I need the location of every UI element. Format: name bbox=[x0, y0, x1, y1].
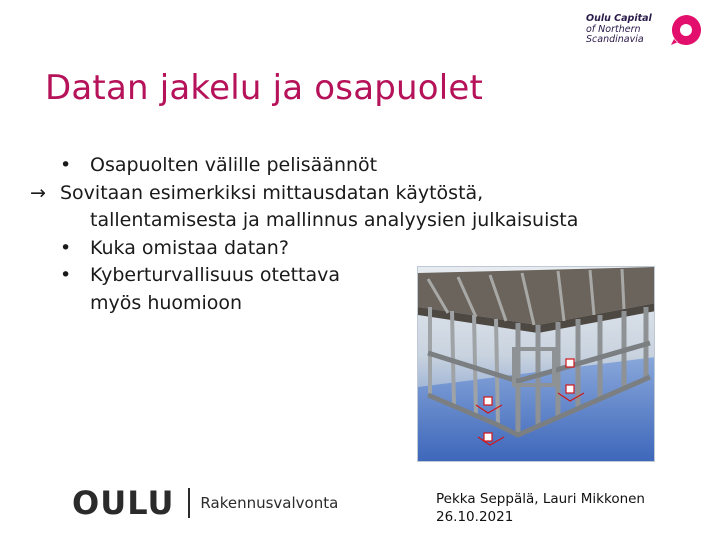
brand-line-3: Scandinavia bbox=[586, 34, 644, 46]
bullet-text: Kuka omistaa datan? bbox=[90, 236, 289, 259]
list-item bbox=[30, 180, 660, 208]
oulu-footer-logo bbox=[72, 484, 338, 522]
slide-title: Datan jakelu ja osapuolet bbox=[45, 68, 484, 108]
brand-header bbox=[586, 12, 704, 48]
bullet-text: Sovitaan esimerkiksi mittausdatan käytöstä, bbox=[60, 181, 484, 204]
wall-frame-image bbox=[418, 267, 655, 462]
brand-line-1: Oulu Capital bbox=[586, 13, 652, 25]
department-label: Rakennusvalvonta bbox=[200, 494, 339, 512]
wall-frame-illustration bbox=[417, 266, 655, 462]
bullet-continuation: tallentamisesta ja mallinnus analyysien julkaisuista bbox=[90, 209, 579, 231]
arrow-icon: → bbox=[30, 181, 46, 204]
authors-text: Pekka Seppälä, Lauri Mikkonen bbox=[436, 491, 645, 507]
bullet-marker: • bbox=[60, 264, 72, 286]
bullet-text: Kyberturvallisuus otettava bbox=[90, 264, 341, 286]
date-text: 26.10.2021 bbox=[436, 509, 514, 525]
brand-tagline bbox=[586, 14, 662, 46]
brand-line-2: of Northern bbox=[586, 23, 641, 35]
bullet-marker: • bbox=[60, 154, 72, 176]
bullet-marker: • bbox=[60, 236, 72, 259]
list-item bbox=[60, 152, 660, 180]
oulu-ring-logo-icon bbox=[668, 12, 704, 48]
oulu-wordmark: OULU bbox=[72, 484, 175, 522]
list-item bbox=[60, 235, 660, 263]
bullet-text: Osapuolten välille pelisäännöt bbox=[90, 154, 378, 176]
footer-credits bbox=[436, 490, 645, 526]
footer-divider bbox=[188, 488, 190, 518]
bullet-continuation: myös huomioon bbox=[90, 291, 243, 314]
